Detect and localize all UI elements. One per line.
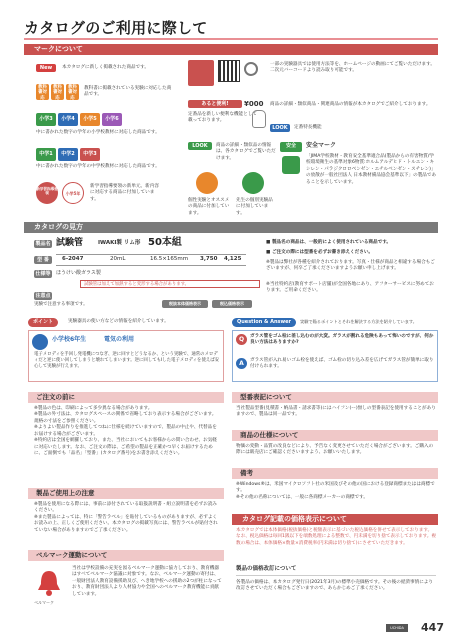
price-text: 商品の詳細・類似商品・関連商品の情報が本カタログでご紹介しております。 — [270, 102, 431, 107]
new-course-badge-1: 新学習指導要領 — [36, 182, 58, 204]
page-number: 447 — [421, 621, 444, 635]
junior-text: 中に書かれた数字の学年の中学校教材に対応した商品です。 — [36, 164, 160, 169]
example-badge: 小学校6年生 — [52, 336, 87, 343]
sensei-icon — [242, 172, 264, 194]
new-course-badge-2: 小学5年 — [62, 182, 84, 204]
safety-text: 「JIMA学校教材・教育安全基準適合品(製品からの有害物質/学校環境衛生の基準対象6物質:ホルムアルデヒド・トルエン・キシレン・パラジクロロベンゼン・エチルベンゼン・スチレン)」の放散が一般社団法人 日本教材備品協会基準以下」の製品であることを示しています。 — [306, 154, 437, 185]
point-tag: ポイント — [28, 318, 58, 327]
kyokasho-chip-2: 教科書対応 — [51, 84, 64, 100]
point-text: 実験器具の使い方などの情報を紹介しています。 — [68, 319, 169, 324]
page-title: カタログのご利用に際して — [24, 19, 208, 37]
catalog-note-3: ※製品は弊社が各種を紹介されております。写真・仕様が商品と相違する場合もございますが、何卒ご了承くださいますようお願い申し上げます。 — [266, 260, 435, 272]
junior-chip-1: 中学1 — [36, 148, 56, 161]
section-marks-header: マークについて — [24, 44, 438, 55]
example-text: 電子メロディを手回し発電機につなぎ、逆に回すとどうなるか、という実験で、通常のメロディだと逆に使い回してしまうと壊れてしまいます。逆に回してもIした電子メロディを使えば安心して実験が行えます。 — [34, 352, 220, 370]
tax-exclusive-label: 税抜本体価格表示 — [162, 300, 208, 308]
qa-text: 実験で陥るポイントとそれを解決する方法を紹介しています。 — [300, 319, 417, 324]
junior-chip-2: 中学2 — [58, 148, 78, 161]
qa-tag: Question & Answer — [232, 318, 296, 327]
qa-answer: ガラス管が入れ易いゴム栓を使えば、ゴム栓の切り込み差を広げてガラス管が簡単に取り付けられます。 — [250, 358, 434, 370]
price-change-text: 本カタログでは本体価格(税抜価格)と税額表示に基づいた税込価格を併せて表示しております。なお、税込価格は毎回1銭以下を端数処理による整数で、円未満を切り捨て表示しております。複数の場合は、本体価格×数量×消費税率(円未満は切り捨て)にさせていただきます。 — [236, 528, 436, 546]
price-revision-text: 各製品の価格は、本カタログ発行日(2021年3月)の標準小売価格です。その後の経済事情により改訂させていただく場合もございますので、あらかじめご了承ください。 — [236, 580, 433, 592]
note-text: ほうけい酸ガラス製 — [56, 270, 101, 276]
elem-chip-6: 小学6 — [102, 113, 122, 126]
qa-q-icon: Q — [236, 334, 247, 345]
product-name: 試験管 — [56, 238, 84, 248]
bellmark-logo-text: ベルマーク — [34, 600, 54, 605]
example-icon — [32, 334, 48, 350]
section-price-header: カタログ記載の価格表示について — [232, 514, 438, 525]
size-value: 16.5×165mm — [150, 256, 189, 262]
example-title: 電気の利用 — [104, 336, 135, 343]
section-usage-header: 製品ご使用上の注意 — [28, 488, 224, 499]
catalog-note-1: ■ 製品名の商品は、一般的によく使用されている商品です。 — [266, 240, 392, 245]
handy-text: 定番品を新しい便利な機能として載っております。 — [188, 112, 257, 124]
bulb-icon — [252, 110, 266, 128]
brand-logo: UCHIDA — [386, 624, 408, 632]
product-count: 50本組 — [148, 237, 182, 248]
model-number: 6-2047 — [62, 256, 84, 262]
qr-code-icon — [218, 60, 240, 82]
bellmark-logo-icon — [34, 568, 64, 598]
section-bellmark-header: ベルマーク運動について — [28, 550, 224, 561]
osusume-icon — [196, 172, 218, 194]
price-revision-title: 製品の価格改訂について — [236, 566, 297, 572]
price-value: 3,750 — [200, 256, 218, 262]
safety-mark-icon — [282, 156, 300, 174]
new-tag: New — [36, 64, 56, 72]
look-tag: LOOK — [270, 124, 290, 132]
usage-text: ※製品を使用になる際には、事前に添付されている取扱説明書・組立説明書を必ずお読みください。 ※また製品によっては、特に「警告ラベル」を貼付しているものがありますが、必ずよくお読みの上、正しくご使用ください。本カタログの掲載写真には、警告ラベルが貼付されていない場合がありますのでご了承ください。 — [34, 502, 218, 533]
catalog-note-4: ※当社特約店(教育サポート店舗)が全国各地にあり、アフターサービスに努めております。ご用命ください。 — [266, 282, 434, 294]
safety-tag: 安全 — [280, 142, 302, 152]
elem-chip-4: 小学4 — [58, 113, 78, 126]
kyokasho-text: 教科書に掲載されている実験に対応した商品です。 — [84, 86, 172, 98]
price-revision-rule — [236, 575, 436, 576]
spec-badge: 試験管は加えて加熱すると変形する場合があります。 — [80, 280, 260, 288]
look2-text: 商品の詳細・類似品の情報は、各カタログでご覧いただけます。 — [216, 143, 276, 161]
new-text: 本カタログに新しく掲載された商品です。 — [62, 65, 149, 70]
label-product: 製品名 — [35, 241, 51, 247]
safety-title: 安全マーク — [306, 142, 337, 149]
new-course-text: 新学習指導要領の新単元、新内容に対応する商品に付加しています。 — [90, 184, 159, 202]
section-order-header: ご注文の前に — [28, 392, 224, 403]
price-tag: ¥000 — [244, 100, 264, 108]
order-text: ※製品の色は、印刷によって多少異なる場合があります。 ※製品の外寸法は、カタログスペースの関係で省略しており表示する場合がございます。規格の寸法をご参照ください。 ※よりよい製品作りを推進してつねに仕様を続けていますので、製品の中止や、代替品をお届けする場合がございます。 ※特約店は全国を網羅しており、また、当社においてもお客様からの問い合わせ、お気軽に対応いたします。なお、ご注文の際は、ご希望の製品を正確かつ早くお届けするために、ご面倒でも「品名」「型番」(カタログ番号)をお書き添えください。 — [34, 406, 217, 456]
tax-inclusive-label: 税込価格表示 — [212, 300, 252, 308]
kyokasho-chip-3: 教科書対応 — [66, 84, 79, 100]
junior-chip-3: 中学3 — [80, 148, 100, 161]
label-note: 仕様等 — [35, 271, 51, 277]
video-badge — [188, 60, 214, 86]
bellmark-text: 当社は学校設備の充実を図るベルマーク運動に協力しており、教育機器はすべてベルマーク協議に対象です。なお、ベルマーク運動の寄付は、一般財団法人教育設備援助及び、へき地学校への援助の2つが柱になっており、教育財団法人より人材協力や全国へのベルマーク教育機能に貢献しています。 — [72, 566, 222, 597]
qa-a-icon: A — [236, 358, 247, 369]
unit-price-value: 4,125 — [224, 256, 242, 262]
qr-text: 一部の実験器具では使用方法等を、ホームページの動画にてご覧いただけます。二次元バーコードより読み取り可能です。 — [270, 62, 435, 74]
catalog-note-2: ■ ご注文の際には型番を必ずお書き添えください。 — [266, 250, 374, 255]
remarks-text: ※Windows®は、米国マイクロソフト社の米国及びその他の国における登録商標またはは商標です。 ※その他の名称については、一般に各商標メーカーの商標です。 — [236, 482, 435, 500]
kyokasho-chip-1: 教科書対応 — [36, 84, 49, 100]
section-product-note-header: 商品の仕様について — [232, 430, 438, 441]
elem-text: 中に書かれた数字の学年の小学校教材に対応した商品です。 — [36, 130, 160, 135]
title-rule — [24, 38, 438, 40]
section-catalog-header: カタログの見方 — [24, 222, 438, 233]
elem-chip-3: 小学3 — [36, 113, 56, 126]
osusume-text: 個性実験とオススメの商品に付加しています。 — [188, 198, 230, 216]
sensei-text: 先生の個別実験品に付加しています。 — [236, 198, 273, 216]
elem-chip-5: 小学5 — [80, 113, 100, 126]
notice-text: 実験で注意する事項です。 — [34, 302, 88, 307]
product-sub: IWAKI製 リム形 — [98, 240, 141, 246]
volume-value: 20mL — [110, 256, 126, 262]
label-notice: 注意点 — [35, 293, 51, 299]
camera-icon — [244, 62, 258, 76]
qa-question: ガラス管をゴム栓に差し込むのが大変。ガラスが割れる危険もあって怖いのですが、何か良い方法はありますか? — [250, 334, 434, 346]
model-change-text: 当社製品型番(見積書・納品書・請求書等)にはハイフン(ー)無しの型番表記を使用することがありますので、製品は同一品です。 — [236, 406, 436, 418]
handy-tag: あると便利! — [188, 100, 242, 108]
product-note-text: 物価の変動・品質の改良などにより、予告なく変更させていただく場合がございます。ご購入の際には販売店にご確認くださいますよう、お願いいたします。 — [236, 444, 434, 456]
look2-tag: LOOK — [188, 142, 212, 150]
look-text: 定番特長機能 — [294, 125, 322, 130]
section-remarks-header: 備考 — [232, 468, 438, 479]
label-model: 型 番 — [34, 256, 52, 264]
section-model-header: 型番表記について — [232, 392, 438, 403]
